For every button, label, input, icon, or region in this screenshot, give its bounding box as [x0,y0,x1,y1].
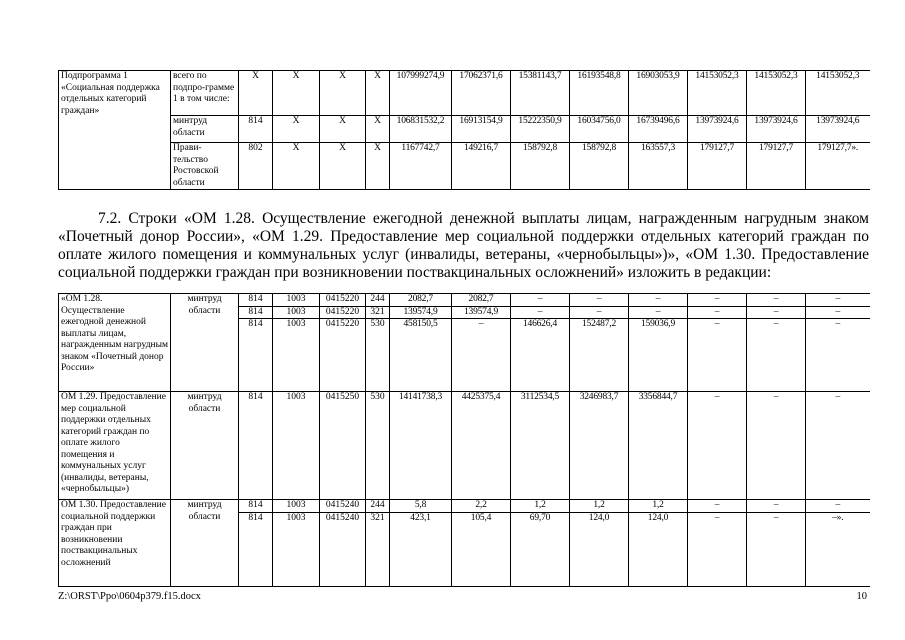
table-cell: 0415250 [320,392,366,500]
measure-label: «ОМ 1.28. Осуществление ежегодной денежной выплаты лицам, награжденным нагрудным знаком «Почетный донор России» [59,294,171,392]
table-cell: 158792,8 [511,143,570,190]
executor-cell: минтруд области [171,116,239,143]
amendment-paragraph: 7.2. Строки «ОМ 1.28. Осуществление ежегодной денежной выплаты лицам, награжденным нагрудным знаком «Почетный донор России», «ОМ 1.29. Предоставление мер социальной поддержки отдельных категорий граждан по оплате жилого помещения и коммунальных услуг (инвалиды, ветераны, «чернобыльцы»)», «ОМ 1.30. Предоставление социальной поддержки граждан при возникновении поствакцинальных осложнений» изложить в редакции: [58,210,869,281]
footer-file-path: Z:\ORST\Ppo\0604p379.f15.docx [58,591,201,602]
table-cell: – [629,306,688,319]
table-cell: 0415220 [320,294,366,307]
table-cell: 5,8 [390,500,452,513]
table-cell: – [570,306,629,319]
table-cell: 1003 [273,319,320,392]
table-cell: – [806,294,870,307]
table-row [59,392,870,500]
subprogram-table [58,70,870,190]
table-cell: 1003 [273,392,320,500]
table-cell: 16034756,0 [570,116,629,143]
table-cell: – [806,319,870,392]
table-cell: 139574,9 [452,306,511,319]
table-cell: – [688,512,747,586]
table-cell: 814 [239,500,273,513]
table-cell: Х [273,116,320,143]
table-cell: 16739496,6 [629,116,688,143]
table-cell: 69,70 [511,512,570,586]
table-row [59,116,870,143]
table-cell: 3246983,7 [570,392,629,500]
executor-cell: всего по подпро-грамме 1 в том числе: [171,71,239,116]
table-cell: 15222350,9 [511,116,570,143]
table-cell: Х [366,116,390,143]
executor-cell: минтруд области [171,500,239,587]
table-cell: 159036,9 [629,319,688,392]
table-cell: 1,2 [570,500,629,513]
table-cell: 124,0 [570,512,629,586]
measures-table [58,293,870,587]
table-cell: 0415220 [320,306,366,319]
table-row [59,143,870,190]
table-cell: – [570,294,629,307]
table-cell: – [511,306,570,319]
table-cell: 530 [366,319,390,392]
table-cell: 1167742,7 [390,143,452,190]
table-cell: 814 [239,306,273,319]
table-cell: 14153052,3 [688,71,747,116]
executor-cell: Прави-тельство Ростовской области [171,143,239,190]
table-cell: 16903053,9 [629,71,688,116]
table-cell: 814 [239,319,273,392]
table-cell: – [747,294,806,307]
table-cell: 244 [366,500,390,513]
table-cell: Х [273,71,320,116]
table-cell: – [806,500,870,513]
table-cell: 146626,4 [511,319,570,392]
table-cell: 4425375,4 [452,392,511,500]
table-cell: Х [239,71,273,116]
table-cell: – [747,319,806,392]
table-cell: – [747,500,806,513]
table-cell: – [688,306,747,319]
table-cell: – [747,392,806,500]
table-cell: – [688,294,747,307]
table-cell: 13973924,6 [747,116,806,143]
table-cell: 179127,7 [688,143,747,190]
table-cell: 106831532,2 [390,116,452,143]
table-cell: – [688,392,747,500]
table-row [59,294,870,307]
table-cell: 1003 [273,294,320,307]
table-cell: Х [320,71,366,116]
measure-label: ОМ 1.30. Предоставление социальной поддержки граждан при возникновении поствакцинальных осложнений [59,500,171,587]
table-cell: 802 [239,143,273,190]
table-cell: 139574,9 [390,306,452,319]
table-cell: 814 [239,392,273,500]
table-cell: 179127,7». [806,143,870,190]
table-cell: 2082,7 [452,294,511,307]
subprogram-label: Подпрограмма 1 «Социальная поддержка отдельных категорий граждан» [59,71,171,190]
table-cell: 1,2 [511,500,570,513]
table-cell: Х [320,116,366,143]
table-cell: 1003 [273,500,320,513]
table-cell: 3356844,7 [629,392,688,500]
table-cell: – [688,500,747,513]
table-cell: 124,0 [629,512,688,586]
table-cell: – [806,306,870,319]
table-cell: – [452,319,511,392]
table-cell: 14153052,3 [806,71,870,116]
page-number: 10 [856,591,867,602]
table-cell: 149216,7 [452,143,511,190]
table-cell: 105,4 [452,512,511,586]
table-cell: Х [366,143,390,190]
table-cell: – [629,294,688,307]
table-cell: 0415220 [320,319,366,392]
table-cell: 423,1 [390,512,452,586]
table-cell: 16193548,8 [570,71,629,116]
table-cell: 814 [239,294,273,307]
table-cell: 16913154,9 [452,116,511,143]
table-row [59,500,870,513]
table-cell: Х [273,143,320,190]
table-cell: 2,2 [452,500,511,513]
table-cell: 179127,7 [747,143,806,190]
table-cell: 814 [239,116,273,143]
table-cell: 321 [366,306,390,319]
executor-cell: минтруд области [171,392,239,500]
table-cell: 14141738,3 [390,392,452,500]
table-cell: 2082,7 [390,294,452,307]
table-cell: 530 [366,392,390,500]
table-cell: 158792,8 [570,143,629,190]
table-cell: 1,2 [629,500,688,513]
table-cell: 15381143,7 [511,71,570,116]
table-cell: 14153052,3 [747,71,806,116]
table-cell: – [806,392,870,500]
table-cell: – [747,512,806,586]
table-cell: 3112534,5 [511,392,570,500]
table-cell: 13973924,6 [688,116,747,143]
table-cell: 814 [239,512,273,586]
table-row [59,71,870,116]
table-cell: Х [320,143,366,190]
table-cell: – [511,294,570,307]
table-cell: 0415240 [320,512,366,586]
table-cell: – [688,319,747,392]
table-cell: 0415240 [320,500,366,513]
table-cell: –». [806,512,870,586]
table-cell: – [747,306,806,319]
measure-label: ОМ 1.29. Предоставление мер социальной поддержки отдельных категорий граждан по оплате жилого помещения и коммунальных услуг (инвалиды, ветераны, «чернобыльцы») [59,392,171,500]
table-cell: 458150,5 [390,319,452,392]
table-cell: 244 [366,294,390,307]
table-cell: 107999274,9 [390,71,452,116]
table-cell: 1003 [273,306,320,319]
table-cell: 1003 [273,512,320,586]
table-cell: 321 [366,512,390,586]
table-cell: 163557,3 [629,143,688,190]
executor-cell: минтруд области [171,294,239,392]
table-cell: Х [366,71,390,116]
table-cell: 152487,2 [570,319,629,392]
table-cell: 17062371,6 [452,71,511,116]
table-cell: 13973924,6 [806,116,870,143]
